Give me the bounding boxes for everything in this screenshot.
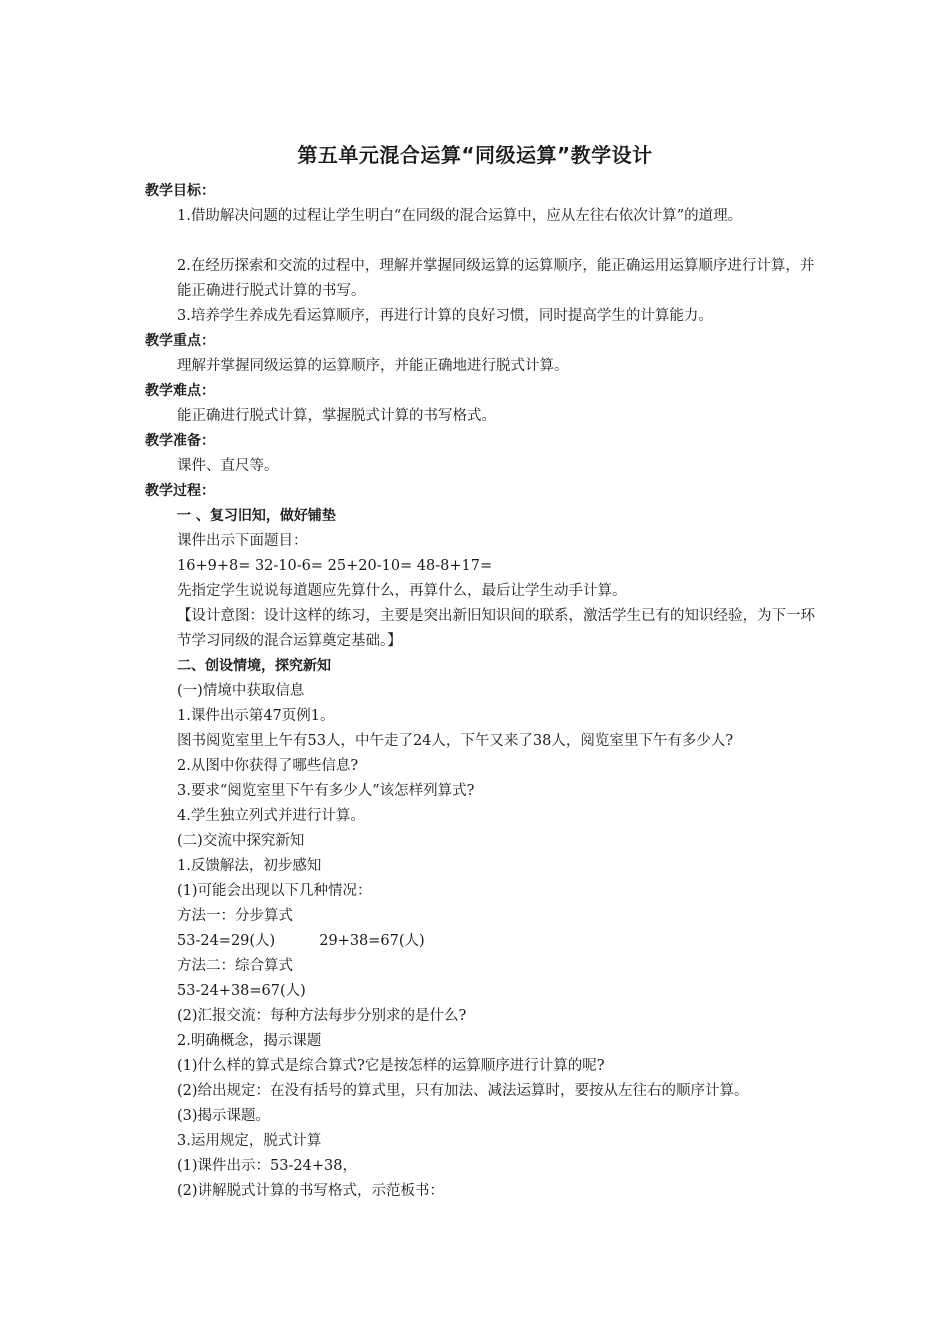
section1-title: 一 、复习旧知，做好铺垫 <box>177 508 336 524</box>
difficulty-heading: 教学难点： <box>145 383 215 399</box>
document-title: 第五单元混合运算“同级运算”教学设计 <box>297 143 653 167</box>
objective-item: 2.在经历探索和交流的过程中，理解并掌握同级运算的运算顺序，能正确运用运算顺序进行计算，并能正确进行脱式计算的书写。 <box>177 258 815 299</box>
section2-line: (2)给出规定：在没有括号的算式里，只有加法、减法运算时，要按从左往右的顺序计算。 <box>177 1083 749 1099</box>
section1-line: 课件出示下面题目： <box>177 533 308 549</box>
objectives-heading: 教学目标： <box>145 183 215 199</box>
section2-part-heading: (一)情境中获取信息 <box>177 683 305 699</box>
document-body <box>145 179 815 1204</box>
key-point-text: 理解并掌握同级运算的运算顺序，并能正确地进行脱式计算。 <box>177 358 569 374</box>
section2-line: 4.学生独立列式并进行计算。 <box>177 808 365 824</box>
section1-exercises: 16+9+8= 32-10-6= 25+20-10= 48-8+17= <box>177 558 493 574</box>
section2-line: 3.运用规定，脱式计算 <box>177 1133 322 1149</box>
section2-line: (1)什么样的算式是综合算式?它是按怎样的运算顺序进行计算的呢? <box>177 1058 605 1074</box>
difficulty-text: 能正确进行脱式计算，掌握脱式计算的书写格式。 <box>177 408 496 424</box>
section2-line: 3.要求“阅览室里下午有多少人”该怎样列算式? <box>177 783 475 799</box>
section2-line: (1)课件出示：53-24+38， <box>177 1158 357 1174</box>
process-heading: 教学过程： <box>145 483 215 499</box>
key-point-heading: 教学重点： <box>145 333 215 349</box>
section2-part-heading: (二)交流中探究新知 <box>177 833 305 849</box>
section2-line: 1.课件出示第47页例1。 <box>177 708 335 724</box>
section2-line: (1)可能会出现以下几种情况： <box>177 883 372 899</box>
objective-item: 3.培养学生养成先看运算顺序，再进行计算的良好习惯，同时提高学生的计算能力。 <box>177 308 713 324</box>
method-label: 方法一：分步算式 <box>177 908 293 924</box>
section2-line: 1.反馈解法，初步感知 <box>177 858 322 874</box>
method-label: 方法二：综合算式 <box>177 958 293 974</box>
section2-line: 2.从图中你获得了哪些信息? <box>177 758 359 774</box>
preparation-heading: 教学准备： <box>145 433 215 449</box>
section2-line: 2.明确概念，揭示课题 <box>177 1033 322 1049</box>
section2-line: 图书阅览室里上午有53人，中午走了24人，下午又来了38人，阅览室里下午有多少人? <box>177 733 734 749</box>
section2-title: 二、创设情境，探究新知 <box>177 658 331 674</box>
section2-line: (2)汇报交流：每种方法每步分别求的是什么? <box>177 1008 467 1024</box>
design-intent: 【设计意图：设计这样的练习，主要是突出新旧知识间的联系，激活学生已有的知识经验，为下一环节学习同级的混合运算奠定基础。】 <box>177 608 815 649</box>
method-equations <box>145 929 815 954</box>
section2-line: (2)讲解脱式计算的书写格式，示范板书： <box>177 1183 445 1199</box>
equation: 53-24=29(人) <box>177 933 276 949</box>
equation: 53-24+38=67(人) <box>177 983 306 999</box>
section2-line: (3)揭示课题。 <box>177 1108 271 1124</box>
preparation-text: 课件、直尺等。 <box>177 458 279 474</box>
equation: 29+38=67(人) <box>319 933 425 949</box>
section1-line: 先指定学生说说每道题应先算什么，再算什么，最后让学生动手计算。 <box>177 583 627 599</box>
objective-item: 1.借助解决问题的过程让学生明白“在同级的混合运算中，应从左往右依次计算”的道理。 <box>177 208 743 224</box>
